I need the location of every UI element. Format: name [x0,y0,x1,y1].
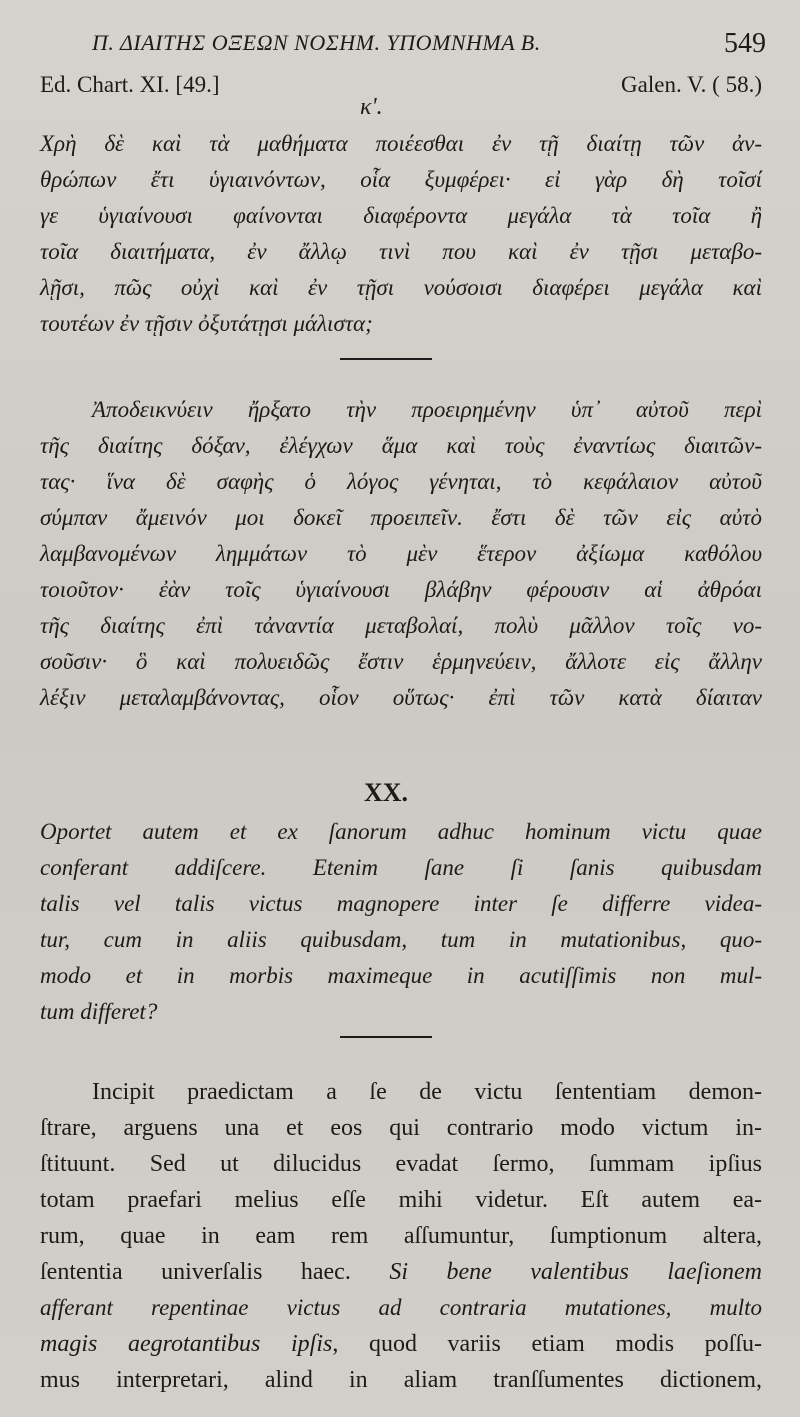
latin-commentary-line: rum, quae in eam rem aſſumuntur, ſumptionum altera, [40,1223,762,1249]
latin-commentary-line: totam praefari melius eſſe mihi videtur. Eſt autem ea- [40,1187,762,1213]
latin-commentary-line: ſtituunt. Sed ut dilucidus evadat ſermo, ſummam ipſius [40,1151,762,1177]
greek-aphorism-line: τοῖα διαιτήματα, ἐν ἄλλῳ τινὶ που καὶ ἐν τῇσι μεταβο- [40,239,762,264]
page-number: 549 [724,28,766,59]
running-title: Π. ΔΙΑΙΤΗΣ ΟΞΕΩΝ ΝΟΣΗΜ. ΥΠΟΜΝΗΜΑ Β. [92,30,541,55]
greek-commentary-line: τοιοῦτον· ἐὰν τοῖς ὑγιαίνουσι βλάβην φέρουσιν αἱ ἀθρόαι [40,577,762,602]
latin-aphorism-line: Oportet autem et ex ſanorum adhuc hominum victu quae [40,819,762,844]
greek-commentary-line: τῆς διαίτης ἐπὶ τἀναντία μεταβολαί, πολὺ μᾶλλον τοῖς νο- [40,613,762,638]
greek-commentary-line: σύμπαν ἄμεινόν μοι δοκεῖ προειπεῖν. ἔστι δὲ τῶν εἰς αὐτὸ [40,505,762,530]
latin-aphorism-line: talis vel talis victus magnopere inter ſe differre videa- [40,891,762,916]
latin-commentary-line: mus interpretari, alind in aliam tranſſumentes dictionem, [40,1367,762,1393]
latin-aphorism-line: conferant addiſcere. Etenim ſane ſi ſanis quibusdam [40,855,762,880]
latin-commentary-italic: Si bene valentibus laeſionem [389,1259,762,1285]
greek-aphorism [40,126,762,342]
latin-aphorism-line: tur, cum in aliis quibusdam, tum in mutationibus, quo- [40,927,762,952]
latin-section-number: XX. [364,778,409,807]
latin-commentary-line: Incipit praedictam a ſe de victu ſententiam demon- [92,1079,762,1105]
greek-aphorism-line: τουτέων ἐν τῇσιν ὀξυτάτῃσι μάλιστα; [40,311,373,336]
section-divider [340,358,432,360]
greek-section-number: κ'. [360,94,383,120]
latin-commentary-italic: magis aegrotantibus ipſis [40,1331,333,1357]
edition-reference-chart: Ed. Chart. XI. [49.] [40,72,220,97]
greek-aphorism-line: λῇσι, πῶς οὐχὶ καὶ ἐν τῇσι νούσοισι διαφέρει μεγάλα καὶ [40,275,762,300]
latin-commentary-line [40,1254,762,1290]
latin-commentary-text: , quod variis etiam modis poſſu- [332,1331,762,1357]
greek-commentary-line: τῆς διαίτης δόξαν, ἐλέγχων ἅμα καὶ τοὺς ἐναντίως διαιτῶν- [40,433,762,458]
greek-commentary-line: σοῦσιν· ὃ καὶ πολυειδῶς ἔστιν ἑρμηνεύειν, ἄλλοτε εἰς ἄλλην [40,649,762,674]
latin-aphorism-line: modo et in morbis maximeque in acutiſſimis non mul- [40,963,762,988]
edition-reference-galen: Galen. V. ( 58.) [621,72,762,97]
latin-aphorism [40,814,762,1030]
greek-aphorism-line: γε ὑγιαίνουσι φαίνονται διαφέροντα μεγάλα τὰ τοῖα ἢ [40,203,762,228]
greek-commentary [40,392,762,716]
greek-commentary-line: Ἀποδεικνύειν ἤρξατο τὴν προειρημένην ὑπ᾽ αὐτοῦ περὶ [92,397,762,422]
greek-aphorism-line: Χρὴ δὲ καὶ τὰ μαθήματα ποιέεσθαι ἐν τῇ διαίτῃ τῶν ἀν- [40,131,762,156]
latin-commentary-line: ſtrare, arguens una et eos qui contrario modo victum in- [40,1115,762,1141]
greek-commentary-line: λέξιν μεταλαμβάνοντας, οἷον οὕτως· ἐπὶ τῶν κατὰ δίαιταν [40,685,762,710]
latin-commentary-line: afferant repentinae victus ad contraria mutationes, multo [40,1295,762,1320]
greek-aphorism-line: θρώπων ἔτι ὑγιαινόντων, οἷα ξυμφέρει· εἰ γὰρ δὴ τοῖσί [40,167,762,192]
greek-commentary-line: λαμβανομένων λημμάτων τὸ μὲν ἕτερον ἀξίωμα καθόλου [40,541,762,566]
latin-aphorism-line: tum differet? [40,999,158,1024]
section-divider [340,1036,432,1038]
latin-commentary-text: ſententia univerſalis haec. [40,1259,390,1285]
latin-commentary [40,1074,762,1398]
greek-commentary-line: τας· ἵνα δὲ σαφὴς ὁ λόγος γένηται, τὸ κεφάλαιον αὐτοῦ [40,469,762,494]
latin-commentary-line [40,1326,762,1362]
